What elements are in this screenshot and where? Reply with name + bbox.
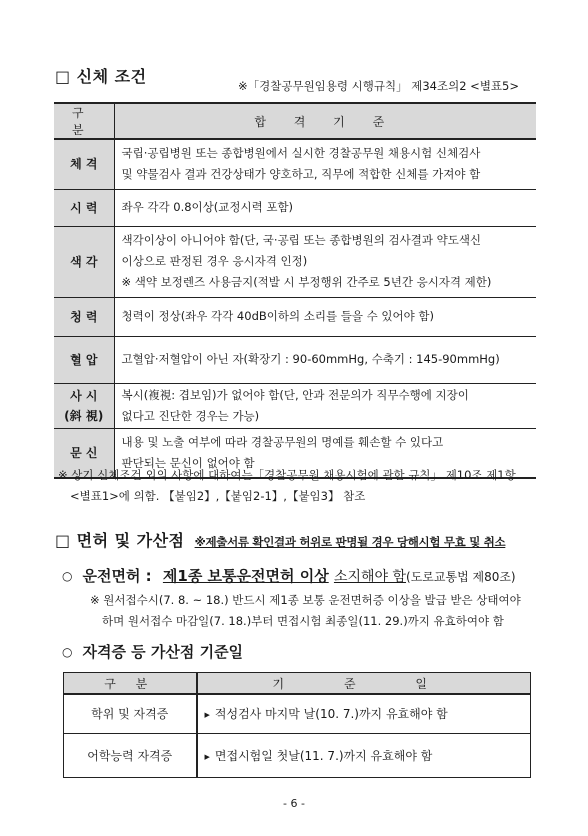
driving-text: 소지해야 함 xyxy=(333,569,407,585)
row-line: 내용 및 노출 여부에 따라 경찰공무원의 명예를 훼손할 수 있다고 xyxy=(121,434,444,449)
triangle-bullet-icon: ▶ xyxy=(204,711,210,720)
section-title-text: 신체 조건 xyxy=(76,67,147,86)
regulation-reference: ※「경찰공무원임용령 시행규칙」 제34조의2 <별표5> xyxy=(238,79,519,93)
row-label: 어학능력 자격증 xyxy=(64,733,197,777)
bonus-criteria-table xyxy=(63,672,531,778)
row-label: 문 신 xyxy=(54,428,114,478)
driving-license-line xyxy=(62,565,516,586)
triangle-bullet-icon: ▶ xyxy=(204,752,210,761)
section-title-license xyxy=(55,528,505,551)
table-row xyxy=(54,226,536,297)
table-row xyxy=(54,383,536,428)
row-value xyxy=(114,189,536,226)
driving-label: 운전면허 : xyxy=(82,567,152,585)
header-category: 구 분 xyxy=(64,673,197,695)
row-line: 고혈압·저혈압이 아닌 자(확장기 : 90-60mmHg, 수축기 : 145-90mmHg) xyxy=(121,352,500,366)
row-value xyxy=(114,297,536,336)
circle-bullet-icon: ○ xyxy=(62,569,73,583)
driving-note xyxy=(90,590,521,632)
bonus-title xyxy=(62,641,243,662)
row-label xyxy=(54,383,114,428)
row-label-line: 사 시 xyxy=(70,388,98,403)
row-line: 청력이 정상(좌우 각각 40dB이하의 소리를 들을 수 있어야 함) xyxy=(121,309,434,323)
row-value xyxy=(114,226,536,297)
checkbox-square-icon: □ xyxy=(55,531,71,550)
row-label: 청 력 xyxy=(54,297,114,336)
row-line: 색각이상이 아니어야 함(단, 국·공립 또는 종합병원의 검사결과 약도색신 xyxy=(121,233,482,247)
section-subtitle: ※제출서류 확인결과 허위로 판명될 경우 당해시험 무효 및 취소 xyxy=(194,535,506,549)
physical-condition-table xyxy=(54,102,536,479)
table-row xyxy=(54,139,536,189)
row-value xyxy=(114,336,536,383)
row-line: 없다고 진단한 경우는 가능) xyxy=(121,408,260,423)
row-value xyxy=(114,383,536,428)
row-label-line: (斜 視) xyxy=(64,408,104,423)
row-value xyxy=(197,733,531,777)
table-row xyxy=(54,189,536,226)
physical-note xyxy=(58,465,516,507)
note-line: 하며 원서접수 마감일(7. 18.)부터 면접시험 최종일(11. 29.)까지 유효하여야 함 xyxy=(102,614,504,628)
row-label: 시 력 xyxy=(54,189,114,226)
row-value-text: 면접시험일 첫날(11. 7.)까지 유효해야 함 xyxy=(214,748,433,763)
header-date: 기 준 일 xyxy=(197,673,531,695)
page-number: - 6 - xyxy=(283,797,305,810)
row-line: 및 약물검사 결과 건강상태가 양호하고, 직무에 적합한 신체를 가져야 함 xyxy=(121,167,481,182)
row-label: 혈 압 xyxy=(54,336,114,383)
header-criteria: 합 격 기 준 xyxy=(114,103,536,139)
row-line: ※ 색약 보정렌즈 사용금지(적발 시 부정행위 간주로 5년간 응시자격 제한) xyxy=(121,275,492,289)
section-title-text: 면허 및 가산점 xyxy=(76,531,185,550)
row-line: 이상으로 판정된 경우 응시자격 인정) xyxy=(121,254,308,268)
table-header-row xyxy=(64,673,531,695)
header-category: 구 분 xyxy=(54,103,114,139)
driving-law: (도로교통법 제80조) xyxy=(406,570,516,584)
table-row xyxy=(64,694,531,733)
row-line: 좌우 각각 0.8이상(교정시력 포함) xyxy=(121,200,294,214)
note-line: ※ 원서접수시(7. 8. ~ 18.) 반드시 제1종 보통 운전면허증 이상을 발급 받은 상태여야 xyxy=(90,593,521,607)
driving-requirement: 제1종 보통운전면허 이상 xyxy=(162,567,329,585)
circle-bullet-icon: ○ xyxy=(62,645,73,659)
bonus-title-text: 자격증 등 가산점 기준일 xyxy=(82,643,244,661)
checkbox-square-icon: □ xyxy=(55,67,71,86)
row-line: 판단되는 문신이 없어야 함 xyxy=(121,455,255,470)
table-row xyxy=(64,733,531,777)
table-row xyxy=(54,336,536,383)
row-label: 학위 및 자격증 xyxy=(64,694,197,733)
row-label: 체 격 xyxy=(54,139,114,189)
row-value xyxy=(114,139,536,189)
row-value xyxy=(197,694,531,733)
table-row xyxy=(54,297,536,336)
note-line: <별표1>에 의함. 【붙임2】,【붙임2-1】,【붙임3】 참조 xyxy=(70,489,366,503)
row-value-text: 적성검사 마지막 날(10. 7.)까지 유효해야 함 xyxy=(214,707,448,722)
section-title-physical xyxy=(55,64,147,87)
note-line: ※ 상기 신체조건 외의 사항에 대하여는「경찰공무원 채용시험에 관한 규칙」 제10조 제1항 xyxy=(58,468,516,482)
row-label: 색 각 xyxy=(54,226,114,297)
table-header-row xyxy=(54,103,536,139)
row-line: 국립·공립병원 또는 종합병원에서 실시한 경찰공무원 채용시험 신체검사 xyxy=(121,146,481,161)
row-line: 복시(複視: 겹보임)가 없어야 함(단, 안과 전문의가 직무수행에 지장이 xyxy=(121,387,469,402)
